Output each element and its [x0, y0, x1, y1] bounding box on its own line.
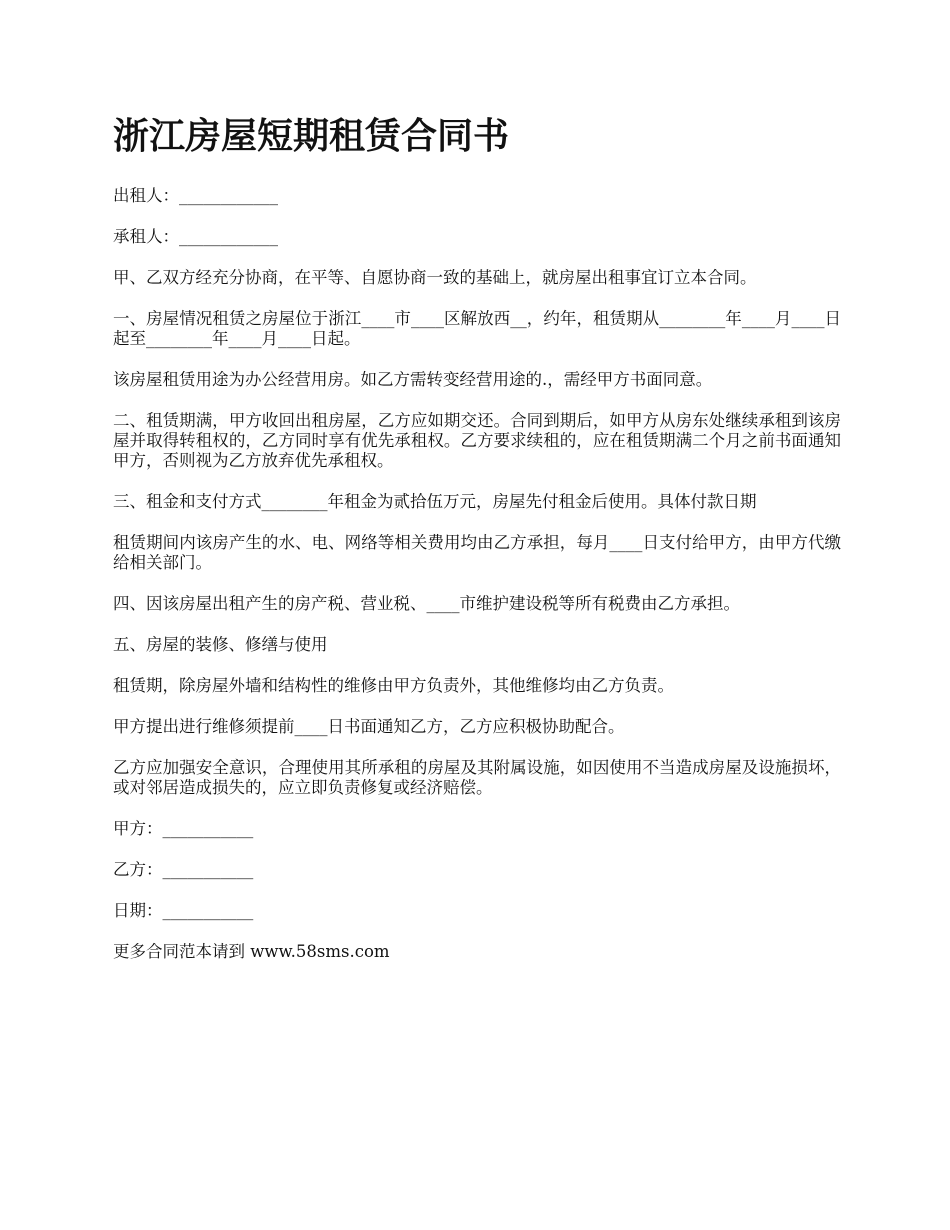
clause-4-paragraph: 四、因该房屋出租产生的房产税、营业税、____市维护建设税等所有税费由乙方承担。	[113, 594, 740, 613]
document-title: 浙江房屋短期租赁合同书	[113, 115, 510, 157]
clause-5-heading: 五、房屋的装修、修缮与使用	[113, 635, 328, 654]
maintenance-paragraph: 租赁期，除房屋外墙和结构性的维修由甲方负责外，其他维修均由乙方负责。	[113, 676, 674, 695]
party-a-signature-line: 甲方：___________	[113, 819, 254, 838]
date-line: 日期：___________	[113, 901, 254, 920]
lessor-line: 出租人：____________	[113, 186, 278, 205]
document-page	[113, 112, 841, 983]
usage-paragraph: 该房屋租赁用途为办公经营用房。如乙方需转变经营用途的.，需经甲方书面同意。	[113, 370, 713, 389]
lessee-line: 承租人：____________	[113, 227, 278, 246]
repair-notice-paragraph: 甲方提出进行维修须提前____日书面通知乙方，乙方应积极协助配合。	[113, 717, 625, 736]
clause-2-paragraph: 二、租赁期满，甲方收回出租房屋，乙方应如期交还。合同到期后，如甲方从房东处继续承租到该房屋并取得转租权的，乙方同时享有优先承租权。乙方要求续租的，应在租赁期满二个月之前书面通知甲方，否则视为乙方放弃优先承租权。	[113, 411, 841, 470]
utilities-paragraph: 租赁期间内该房产生的水、电、网络等相关费用均由乙方承担，每月____日支付给甲方，由甲方代缴给相关部门。	[113, 533, 841, 572]
safety-paragraph: 乙方应加强安全意识，合理使用其所承租的房屋及其附属设施，如因使用不当造成房屋及设施损坏，或对邻居造成损失的，应立即负责修复或经济赔偿。	[113, 758, 841, 797]
footer-link-text: 更多合同范本请到 www.58sms.com	[113, 942, 390, 961]
preamble-paragraph: 甲、乙双方经充分协商，在平等、自愿协商一致的基础上，就房屋出租事宜订立本合同。	[113, 268, 757, 287]
clause-1-paragraph: 一、房屋情况租赁之房屋位于浙江____市____区解放西__，约年，租赁期从________年____月____日起至________年____月____日起。	[113, 309, 841, 348]
clause-3-paragraph: 三、租金和支付方式________年租金为贰拾伍万元，房屋先付租金后使用。具体付款日期	[113, 492, 757, 511]
party-b-signature-line: 乙方：___________	[113, 860, 254, 879]
